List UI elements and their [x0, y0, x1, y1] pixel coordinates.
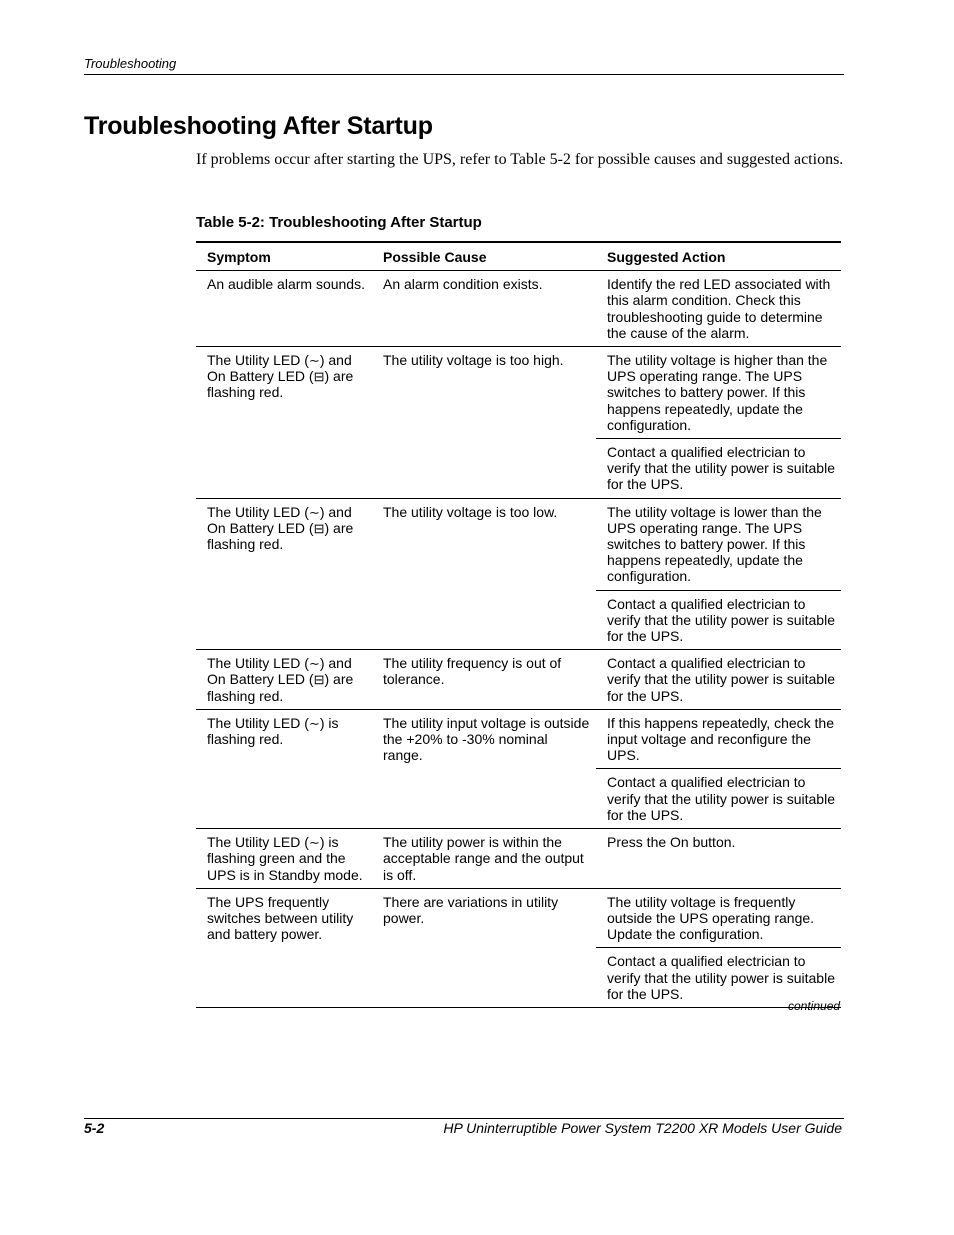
symptom-cell: The UPS frequently switches between utility and battery power. — [196, 888, 372, 1007]
action-cell: If this happens repeatedly, check the input voltage and reconfigure the UPS. — [596, 709, 841, 769]
header-rule — [84, 74, 844, 75]
troubleshooting-table — [196, 241, 841, 1008]
cause-cell: An alarm condition exists. — [372, 271, 596, 347]
running-header: Troubleshooting — [84, 56, 177, 71]
symptom-cell: An audible alarm sounds. — [196, 271, 372, 347]
footer-doc-title: HP Uninterruptible Power System T2200 XR Models User Guide — [443, 1120, 842, 1136]
action-cell: The utility voltage is higher than the UPS operating range. The UPS switches to battery power. If this happens repeatedly, update the configuration. — [596, 347, 841, 439]
battery-led-icon: ⊟ — [313, 672, 325, 688]
symptom-cell: The Utility LED (∼) is flashing green and the UPS is in Standby mode. — [196, 829, 372, 889]
column-header-action: Suggested Action — [596, 242, 841, 271]
symptom-cell: The Utility LED (∼) is flashing red. — [196, 709, 372, 828]
cause-cell: The utility frequency is out of tolerance. — [372, 650, 596, 710]
table-row — [196, 709, 841, 769]
cause-cell: The utility input voltage is outside the +20% to -30% nominal range. — [372, 709, 596, 828]
page-number: 5-2 — [84, 1120, 105, 1136]
continued-note: continued — [788, 999, 841, 1013]
utility-led-icon: ∼ — [308, 353, 320, 369]
column-header-symptom: Symptom — [196, 242, 372, 271]
action-cell: Contact a qualified electrician to verify that the utility power is suitable for the UPS. — [596, 948, 841, 1008]
action-cell: Contact a qualified electrician to verify that the utility power is suitable for the UPS. — [596, 439, 841, 499]
action-cell: Contact a qualified electrician to verify that the utility power is suitable for the UPS. — [596, 650, 841, 710]
battery-led-icon: ⊟ — [313, 520, 325, 536]
table-row — [196, 888, 841, 948]
cause-cell: The utility power is within the acceptable range and the output is off. — [372, 829, 596, 889]
utility-led-icon: ∼ — [308, 656, 320, 672]
action-cell: Contact a qualified electrician to verify that the utility power is suitable for the UPS. — [596, 769, 841, 829]
utility-led-icon: ∼ — [308, 715, 320, 731]
cause-cell: There are variations in utility power. — [372, 888, 596, 1007]
table-row — [196, 347, 841, 439]
cause-cell: The utility voltage is too high. — [372, 347, 596, 499]
page-title: Troubleshooting After Startup — [84, 112, 433, 140]
action-cell: Press the On button. — [596, 829, 841, 889]
utility-led-icon: ∼ — [308, 504, 320, 520]
footer-rule — [84, 1118, 844, 1119]
column-header-cause: Possible Cause — [372, 242, 596, 271]
symptom-cell: The Utility LED (∼) and On Battery LED (⊟) are flashing red. — [196, 498, 372, 650]
action-cell: Identify the red LED associated with this alarm condition. Check this troubleshooting guide to determine the cause of the alarm. — [596, 271, 841, 347]
utility-led-icon: ∼ — [308, 835, 320, 851]
action-cell: The utility voltage is lower than the UPS operating range. The UPS switches to battery power. If this happens repeatedly, update the configuration. — [596, 498, 841, 590]
symptom-cell: The Utility LED (∼) and On Battery LED (⊟) are flashing red. — [196, 347, 372, 499]
table-row — [196, 271, 841, 347]
table-caption: Table 5-2: Troubleshooting After Startup — [196, 214, 482, 231]
intro-paragraph: If problems occur after starting the UPS, refer to Table 5-2 for possible causes and suggested actions. — [196, 151, 844, 168]
table-row — [196, 650, 841, 710]
table-row — [196, 829, 841, 889]
table-header-row — [196, 242, 841, 271]
cause-cell: The utility voltage is too low. — [372, 498, 596, 650]
action-cell: Contact a qualified electrician to verify that the utility power is suitable for the UPS. — [596, 590, 841, 650]
action-cell: The utility voltage is frequently outside the UPS operating range. Update the configuration. — [596, 888, 841, 948]
battery-led-icon: ⊟ — [313, 369, 325, 385]
table-row — [196, 498, 841, 590]
symptom-cell: The Utility LED (∼) and On Battery LED (⊟) are flashing red. — [196, 650, 372, 710]
